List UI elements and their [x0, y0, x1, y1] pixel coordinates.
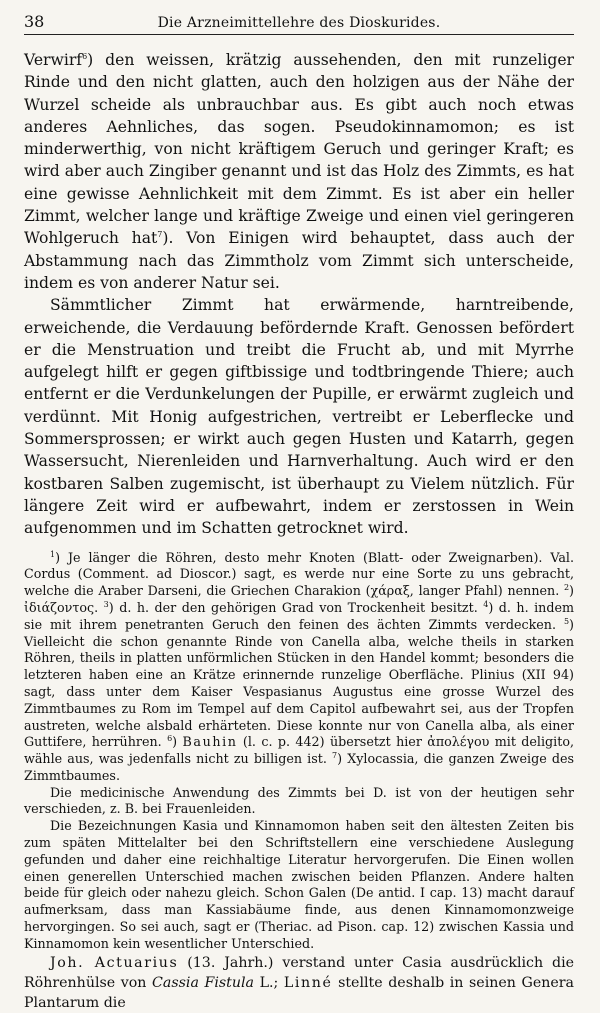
- footnote-block: [24, 550, 574, 785]
- author-name: Linné: [283, 974, 333, 991]
- page-number: 38: [24, 12, 45, 31]
- text-run: stellte deshalb in seinen Genera Plantarum die: [24, 974, 574, 1011]
- author-name: Bauhin: [182, 734, 238, 750]
- note-paragraph-bezeichnungen: Die Bezeichnungen Kasia und Kinnamomon haben seit den ältesten Zeiten bis zum späten Mittelalter bei den Schriftstellern eine verschiedene Auslegung gefunden und daher eine reichhaltige Literatur hervorgerufen. Die Einen wollen einen generellen Unterschied machen zwischen beiden Pflanzen. Andere halten beide für gleich oder nahezu gleich. Schon Galen (De antid. I cap. 13) macht darauf aufmerksam, dass man Kassiabäume finde, aus denen Kinnamomonzweige hervorgingen. So sei auch, sagt er (Theriac. ad Pison. cap. 12) zwischen Kassia und Kinnamomon kein wesentlicher Unterschied.: [24, 818, 574, 951]
- footnote-text: ): [172, 734, 183, 750]
- text-run: L.;: [253, 974, 284, 991]
- species-name: Cassia Fistula: [152, 974, 254, 991]
- footnote-mark: 2: [563, 582, 570, 592]
- text-run: ). Von Einigen wird behauptet, dass auch der Abstammung nach das Zimmtholz vom Zimmt sich unterscheide, indem es von anderer Natur sei.: [24, 229, 574, 292]
- note-paragraph-medicinisch: Die medicinische Anwendung des Zimmts bei D. ist von der heutigen sehr verschieden, z. B. bei Frauenleiden.: [24, 784, 574, 817]
- footnote-text: ) Xylocassia, die ganzen Zweige des Zimmtbaumes.: [24, 751, 574, 783]
- footnote-text: (l. c. p. 442) übersetzt hier ἀπολέγου mit deligito, wähle aus, was jedenfalls nicht zu billigen ist.: [24, 734, 574, 767]
- footnotes: [24, 550, 574, 1013]
- footnote-text: ) Je länger die Röhren, desto mehr Knoten (Blatt- oder Zweignarben). Val. Cordus (Comment. ad Dioscor.) sagt, es werde nur eine Sorte zu uns gebracht, welche die Araber Darseni, die Griechen Charakion (χάραξ, langer Pfahl) nennen.: [24, 549, 574, 599]
- running-title: Die Arzneimittellehre des Dioskurides.: [157, 15, 441, 31]
- body-paragraph-2: Sämmtlicher Zimmt hat erwärmende, harntreibende, erweichende, die Verdauung befördernde Kraft. Genossen befördert er die Menstruation und treibt die Frucht ab, und mit Myrrhe aufgelegt hilft er gegen giftbissige und todtbringende Thiere; auch entfernt er die Verdunkelungen der Pupille, er erwärmt zugleich und verdünnt. Mit Honig aufgestrichen, vertreibt er Leberflecke und Sommersprossen; er wirkt auch gegen Husten und Katarrh, gegen Wassersucht, Nierenleiden und Harnverhaltung. Auch wird er den kostbaren Salben zugemischt, ist überhaupt zu Vielem nützlich. Für längere Zeit wird er aufbewahrt, indem er zerstossen in Wein aufgenommen und im Schatten getrocknet wird.: [24, 296, 574, 538]
- footnote-mark: 4: [483, 599, 489, 609]
- footnote-ref-6: 6: [82, 51, 88, 61]
- author-name: Joh. Actuarius: [50, 954, 179, 971]
- footnote-mark: 1: [50, 549, 56, 559]
- footnote-text: ) ἰδιάζοντος.: [24, 583, 574, 615]
- footnote-text: ) d. h. indem sie mit ihrem penetranten Geruch den feinen des ächten Zimmts verdecken.: [24, 599, 574, 632]
- body-paragraph-1: [24, 49, 574, 294]
- footnote-mark: 7: [332, 750, 338, 760]
- footnote-text: ) Vielleicht die schon genannte Rinde von Canella alba, welche theils in starken Röhren, theils in platten unförmlichen Stücken in den Handel kommt; besonders die letzteren haben eine an Krätze erinnernde runzelige Oberfläche. Plinius (XII 94) sagt, dass unter dem Kaiser Vespasianus Augustus eine grosse Wurzel des Zimmtbaumes zu Rom im Tempel auf dem Capitol aufbewahrt sei, aus der Tropfen austreten, welche alsbald erhärteten. Diese konnte nur von Canella alba, als einer Guttifere, herrühren.: [24, 616, 574, 750]
- text-run: ) den weissen, krätzig aussehenden, den mit runzeliger Rinde und den nicht glatten, auch den holzigen aus der Nähe der Wurzel scheide als unbrauchbar aus. Es gibt auch noch etwas anderes Aehnliches, das sogen. Pseudokinnamomon; es ist minderwerthig, von nicht kräftigem Geruch und geringer Kraft; es wird aber auch Zingiber genannt und ist das Holz des Zimmts, es hat eine gewisse Aehnlichkeit mit dem Zimmt. Es ist aber ein heller Zimmt, welcher lange und kräftige Zweige und einen viel geringeren Wohlgeruch hat: [24, 51, 574, 248]
- note-paragraph-actuarius: [24, 953, 574, 1013]
- footnote-mark: 5: [563, 616, 570, 626]
- main-text: [24, 49, 574, 540]
- footnote-mark: 6: [167, 734, 173, 744]
- footnote-mark: 3: [103, 599, 109, 609]
- footnote-ref-7: 7: [157, 230, 163, 240]
- text-run: Verwirf: [24, 51, 83, 69]
- footnote-text: ) d. h. der den gehörigen Grad von Trockenheit besitzt.: [108, 599, 484, 615]
- text-run: (13. Jahrh.) verstand unter Casia ausdrücklich die Röhrenhülse von: [24, 954, 574, 991]
- page-header: [24, 12, 574, 35]
